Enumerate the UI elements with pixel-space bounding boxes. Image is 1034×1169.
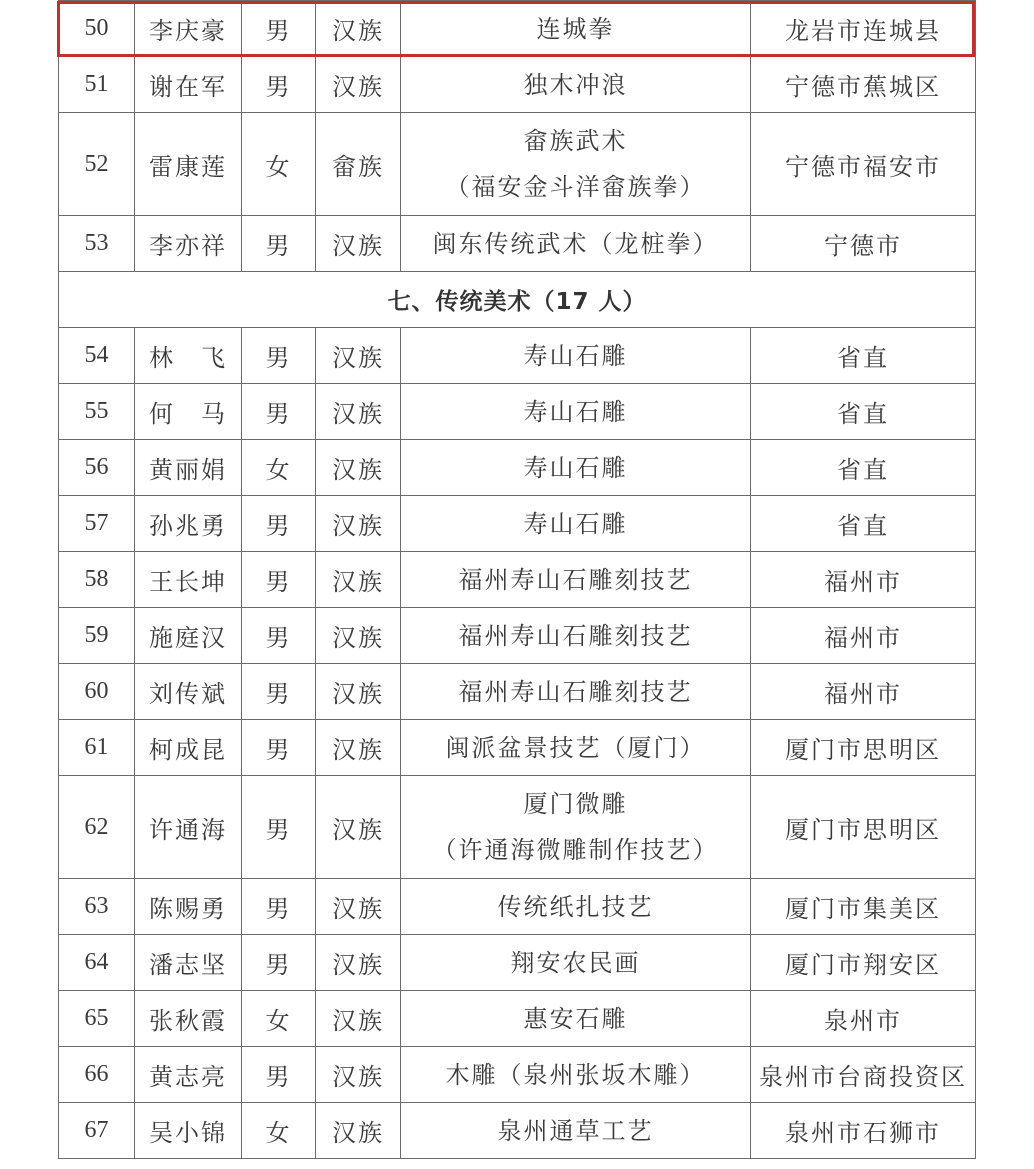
gender-cell: 男 bbox=[242, 1, 316, 57]
row-number: 62 bbox=[59, 776, 135, 879]
project-line: 闽东传统武术（龙桩拳） bbox=[432, 229, 719, 258]
roster-rows-bottom bbox=[59, 328, 976, 1159]
row-number: 57 bbox=[59, 496, 135, 552]
project-line: 木雕（泉州张坂木雕） bbox=[445, 1060, 706, 1089]
person-name: 李亦祥 bbox=[135, 216, 242, 272]
row-number: 66 bbox=[59, 1047, 135, 1103]
project-line: 福州寿山石雕刻技艺 bbox=[458, 621, 693, 650]
person-name: 陈赐勇 bbox=[135, 879, 242, 935]
table-row bbox=[59, 935, 976, 991]
project-line: 福州寿山石雕刻技艺 bbox=[458, 677, 693, 706]
region-cell: 福州市 bbox=[751, 552, 976, 608]
project-line: 传统纸扎技艺 bbox=[497, 892, 654, 921]
ethnicity-cell: 汉族 bbox=[316, 1103, 401, 1159]
row-number: 54 bbox=[59, 328, 135, 384]
row-number: 60 bbox=[59, 664, 135, 720]
row-number: 53 bbox=[59, 216, 135, 272]
gender-cell: 男 bbox=[242, 552, 316, 608]
project-cell bbox=[401, 440, 751, 496]
project-cell bbox=[401, 384, 751, 440]
person-name: 谢在军 bbox=[135, 57, 242, 113]
gender-cell: 男 bbox=[242, 496, 316, 552]
region-cell: 宁德市福安市 bbox=[751, 113, 976, 216]
row-number: 59 bbox=[59, 608, 135, 664]
gender-cell: 男 bbox=[242, 879, 316, 935]
region-cell: 省直 bbox=[751, 384, 976, 440]
gender-cell: 男 bbox=[242, 608, 316, 664]
ethnicity-cell: 汉族 bbox=[316, 1047, 401, 1103]
person-name: 雷康莲 bbox=[135, 113, 242, 216]
table-row bbox=[59, 664, 976, 720]
project-line: 寿山石雕 bbox=[523, 509, 628, 538]
project-cell bbox=[401, 935, 751, 991]
project-cell bbox=[401, 1103, 751, 1159]
gender-cell: 男 bbox=[242, 328, 316, 384]
ethnicity-cell: 汉族 bbox=[316, 328, 401, 384]
region-cell: 宁德市 bbox=[751, 216, 976, 272]
gender-cell: 女 bbox=[242, 1103, 316, 1159]
region-cell: 厦门市翔安区 bbox=[751, 935, 976, 991]
person-name: 黄丽娟 bbox=[135, 440, 242, 496]
region-cell: 省直 bbox=[751, 440, 976, 496]
project-cell bbox=[401, 113, 751, 216]
person-name: 林 飞 bbox=[135, 328, 242, 384]
row-number: 65 bbox=[59, 991, 135, 1047]
ethnicity-cell: 畲族 bbox=[316, 113, 401, 216]
table-row bbox=[59, 328, 976, 384]
region-cell: 厦门市思明区 bbox=[751, 720, 976, 776]
region-cell: 福州市 bbox=[751, 608, 976, 664]
project-cell bbox=[401, 776, 751, 879]
project-line: 泉州通草工艺 bbox=[497, 1116, 654, 1145]
project-cell bbox=[401, 991, 751, 1047]
table-row bbox=[59, 776, 976, 879]
gender-cell: 女 bbox=[242, 113, 316, 216]
ethnicity-cell: 汉族 bbox=[316, 991, 401, 1047]
ethnicity-cell: 汉族 bbox=[316, 879, 401, 935]
person-name: 潘志坚 bbox=[135, 935, 242, 991]
project-line: 惠安石雕 bbox=[523, 1004, 628, 1033]
ethnicity-cell: 汉族 bbox=[316, 935, 401, 991]
roster-rows-top bbox=[59, 1, 976, 272]
gender-cell: 男 bbox=[242, 935, 316, 991]
project-cell bbox=[401, 216, 751, 272]
project-cell bbox=[401, 879, 751, 935]
project-cell bbox=[401, 608, 751, 664]
table-row bbox=[59, 720, 976, 776]
table-row bbox=[59, 384, 976, 440]
person-name: 王长坤 bbox=[135, 552, 242, 608]
row-number: 56 bbox=[59, 440, 135, 496]
person-name: 许通海 bbox=[135, 776, 242, 879]
project-line: 寿山石雕 bbox=[523, 397, 628, 426]
ethnicity-cell: 汉族 bbox=[316, 216, 401, 272]
gender-cell: 男 bbox=[242, 216, 316, 272]
project-line: 福州寿山石雕刻技艺 bbox=[458, 565, 693, 594]
table-row bbox=[59, 496, 976, 552]
row-number: 64 bbox=[59, 935, 135, 991]
project-line: 寿山石雕 bbox=[523, 341, 628, 370]
person-name: 孙兆勇 bbox=[135, 496, 242, 552]
ethnicity-cell: 汉族 bbox=[316, 57, 401, 113]
ethnicity-cell: 汉族 bbox=[316, 608, 401, 664]
person-name: 刘传斌 bbox=[135, 664, 242, 720]
person-name: 黄志亮 bbox=[135, 1047, 242, 1103]
gender-cell: 男 bbox=[242, 1047, 316, 1103]
gender-cell: 女 bbox=[242, 991, 316, 1047]
row-number: 50 bbox=[59, 1, 135, 57]
project-line: （福安金斗洋畲族拳） bbox=[445, 173, 706, 201]
ethnicity-cell: 汉族 bbox=[316, 664, 401, 720]
table-row bbox=[59, 1, 976, 57]
project-line: 闽派盆景技艺（厦门） bbox=[445, 733, 706, 762]
table-row bbox=[59, 440, 976, 496]
row-number: 63 bbox=[59, 879, 135, 935]
person-name: 施庭汉 bbox=[135, 608, 242, 664]
table-row bbox=[59, 879, 976, 935]
section-header-group bbox=[59, 272, 976, 328]
ethnicity-cell: 汉族 bbox=[316, 1, 401, 57]
heritage-roster-table bbox=[58, 0, 976, 1159]
row-number: 67 bbox=[59, 1103, 135, 1159]
ethnicity-cell: 汉族 bbox=[316, 384, 401, 440]
person-name: 李庆豪 bbox=[135, 1, 242, 57]
gender-cell: 男 bbox=[242, 664, 316, 720]
project-line: 寿山石雕 bbox=[523, 453, 628, 482]
project-cell bbox=[401, 1047, 751, 1103]
region-cell: 泉州市台商投资区 bbox=[751, 1047, 976, 1103]
ethnicity-cell: 汉族 bbox=[316, 552, 401, 608]
gender-cell: 男 bbox=[242, 776, 316, 879]
region-cell: 厦门市思明区 bbox=[751, 776, 976, 879]
project-cell bbox=[401, 496, 751, 552]
person-name: 张秋霞 bbox=[135, 991, 242, 1047]
project-cell bbox=[401, 720, 751, 776]
person-name: 何 马 bbox=[135, 384, 242, 440]
table-row bbox=[59, 608, 976, 664]
project-cell bbox=[401, 57, 751, 113]
region-cell: 龙岩市连城县 bbox=[751, 1, 976, 57]
project-cell bbox=[401, 552, 751, 608]
region-cell: 泉州市石狮市 bbox=[751, 1103, 976, 1159]
project-line: 独木冲浪 bbox=[523, 70, 628, 99]
row-number: 61 bbox=[59, 720, 135, 776]
person-name: 柯成昆 bbox=[135, 720, 242, 776]
ethnicity-cell: 汉族 bbox=[316, 720, 401, 776]
gender-cell: 女 bbox=[242, 440, 316, 496]
table-row bbox=[59, 552, 976, 608]
table-row bbox=[59, 991, 976, 1047]
region-cell: 省直 bbox=[751, 328, 976, 384]
ethnicity-cell: 汉族 bbox=[316, 440, 401, 496]
project-line: 连城拳 bbox=[536, 14, 615, 43]
row-number: 51 bbox=[59, 57, 135, 113]
project-cell bbox=[401, 328, 751, 384]
region-cell: 福州市 bbox=[751, 664, 976, 720]
person-name: 吴小锦 bbox=[135, 1103, 242, 1159]
table-row bbox=[59, 113, 976, 216]
table-row bbox=[59, 1047, 976, 1103]
project-line: 厦门微雕 bbox=[523, 790, 628, 818]
section-title: 七、传统美术（17 人） bbox=[59, 272, 976, 328]
region-cell: 泉州市 bbox=[751, 991, 976, 1047]
region-cell: 省直 bbox=[751, 496, 976, 552]
table-row bbox=[59, 57, 976, 113]
ethnicity-cell: 汉族 bbox=[316, 776, 401, 879]
table-row bbox=[59, 1103, 976, 1159]
project-line: 翔安农民画 bbox=[510, 948, 641, 977]
row-number: 52 bbox=[59, 113, 135, 216]
region-cell: 宁德市蕉城区 bbox=[751, 57, 976, 113]
project-cell bbox=[401, 1, 751, 57]
table-row bbox=[59, 216, 976, 272]
region-cell: 厦门市集美区 bbox=[751, 879, 976, 935]
gender-cell: 男 bbox=[242, 57, 316, 113]
project-cell bbox=[401, 664, 751, 720]
row-number: 58 bbox=[59, 552, 135, 608]
ethnicity-cell: 汉族 bbox=[316, 496, 401, 552]
project-line: （许通海微雕制作技艺） bbox=[432, 836, 719, 864]
row-number: 55 bbox=[59, 384, 135, 440]
gender-cell: 男 bbox=[242, 720, 316, 776]
gender-cell: 男 bbox=[242, 384, 316, 440]
project-line: 畲族武术 bbox=[523, 127, 628, 155]
